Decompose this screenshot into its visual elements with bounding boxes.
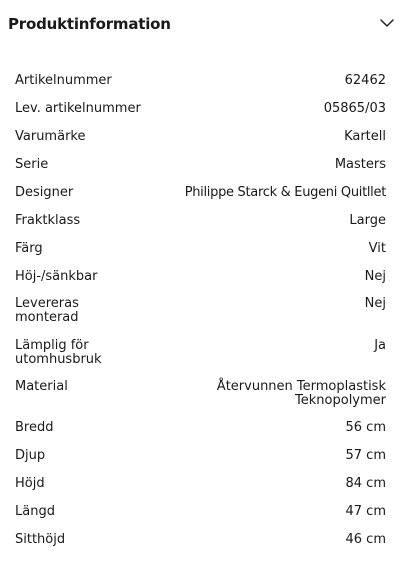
spec-label: Serie xyxy=(15,157,49,172)
section-title: Produktinformation xyxy=(8,15,171,33)
spec-label: Fraktklass xyxy=(15,213,81,228)
spec-label: Designer xyxy=(15,185,74,200)
spec-label: Längd xyxy=(15,504,55,519)
spec-label: Höjd xyxy=(15,476,45,491)
spec-label: Lämplig för utomhusbruk xyxy=(15,338,102,367)
spec-label: Artikelnummer xyxy=(15,73,112,88)
spec-label: Varumärke xyxy=(15,129,86,144)
spec-value: Återvunnen Termoplastisk Teknopolymer xyxy=(216,379,386,408)
spec-value: 46 cm xyxy=(345,532,386,547)
spec-value: 47 cm xyxy=(345,504,386,519)
spec-label: Material xyxy=(15,379,68,394)
spec-value: Ja xyxy=(374,338,386,353)
spec-value: Nej xyxy=(364,296,386,311)
spec-label: Höj-/sänkbar xyxy=(15,269,98,284)
spec-value: Masters xyxy=(334,157,386,172)
spec-value: 84 cm xyxy=(345,476,386,491)
chevron-down-icon[interactable] xyxy=(380,18,394,28)
spec-label: Lev. artikelnummer xyxy=(15,101,141,116)
spec-value: Large xyxy=(349,213,386,228)
spec-value: Vit xyxy=(368,241,386,256)
product-info-accordion-header[interactable] xyxy=(0,0,401,50)
spec-value: Kartell xyxy=(344,129,386,144)
spec-label: Levereras monterad xyxy=(15,296,79,325)
spec-value: 57 cm xyxy=(345,448,386,463)
spec-value: Nej xyxy=(364,269,386,284)
spec-value: 05865/03 xyxy=(323,101,386,116)
spec-label: Sitthöjd xyxy=(15,532,66,547)
spec-label: Färg xyxy=(15,241,43,256)
spec-label: Bredd xyxy=(15,420,54,435)
spec-value: Philippe Starck & Eugeni Quitllet xyxy=(184,185,386,200)
spec-value: 56 cm xyxy=(345,420,386,435)
spec-label: Djup xyxy=(15,448,46,463)
spec-value: 62462 xyxy=(344,73,386,88)
